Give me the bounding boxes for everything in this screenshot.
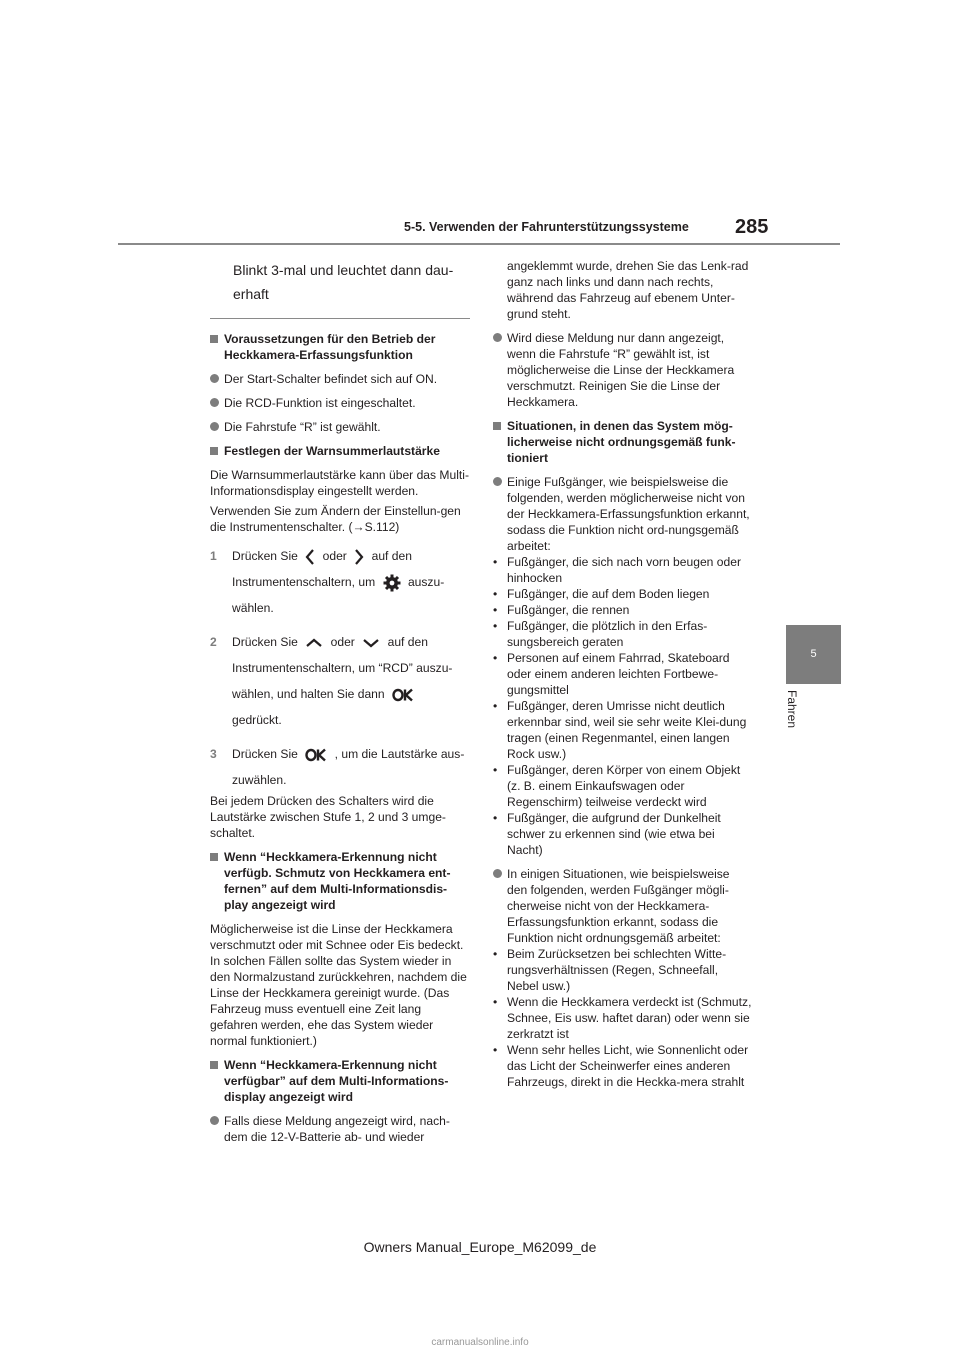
step-1: 1 Drücken Sie oder auf den Instrumentenschaltern, um auszu-wählen. xyxy=(210,549,445,615)
header-rule xyxy=(118,243,840,245)
heading-prerequisites: Voraussetzungen für den Betrieb der Heckkamera-Erfassungsfunktion xyxy=(210,331,470,363)
section-title: 5-5. Verwenden der Fahrunterstützungssysteme xyxy=(404,220,689,234)
paragraph: Bei jedem Drücken des Schalters wird die Lautstärke zwischen Stufe 1, 2 und 3 umge-schaltet. xyxy=(210,794,446,840)
list-item: Die Fahrstufe “R” ist gewählt. xyxy=(210,419,470,435)
heading-camera-dirty: Wenn “Heckkamera-Erkennung nicht verfügb. Schmutz von Heckkamera ent-fernen” auf dem Multi-Informationsdis-play angezeigt wird xyxy=(210,849,470,913)
list-item: In einigen Situationen, wie beispielsweise den folgenden, werden Fußgänger mögli-cherweise nicht von der Heckkamera-Erfassungsfunktion erkannt, sodass die Funktion nicht ordnungsgemäß arbeitet: xyxy=(493,866,753,946)
blink-note: Blinkt 3-mal und leuchtet dann dau-erhaft xyxy=(233,262,454,302)
list-item: • Fußgänger, die aufgrund der Dunkelheit schwer zu erkennen sind (wie etwa bei Nacht) xyxy=(493,811,721,857)
chevron-up-icon xyxy=(305,638,323,648)
list-item: • Personen auf einem Fahrrad, Skateboard oder einem anderen leichten Fortbewe-gungsmittel xyxy=(493,651,730,697)
list-item: Der Start-Schalter befindet sich auf ON. xyxy=(210,371,470,387)
list-item: Einige Fußgänger, wie beispielsweise die folgenden, werden möglicherweise nicht von der Heckkamera-Erfassungsfunktion erkannt, sodass die Funktion nicht ord-nungsgemäß arbeitet: xyxy=(493,474,753,554)
list-item: • Fußgänger, die plötzlich in den Erfas-sungsbereich geraten xyxy=(493,619,708,649)
separator xyxy=(210,318,470,319)
chapter-tab-label: Fahren xyxy=(785,690,799,729)
situation-list xyxy=(493,946,753,1090)
list-item: • Fußgänger, deren Umrisse nicht deutlich erkennbar sind, weil sie sehr weite Klei-dung tragen (einen Regenmantel, einen langen Rock usw.) xyxy=(493,699,747,761)
left-column xyxy=(210,258,470,1153)
chevron-left-icon xyxy=(305,548,315,566)
list-item: • Fußgänger, die auf dem Boden liegen xyxy=(493,587,710,601)
list-item: Falls diese Meldung angezeigt wird, nach-dem die 12-V-Batterie ab- und wieder xyxy=(210,1113,470,1145)
ok-icon xyxy=(392,688,414,702)
chapter-tab-number: 5 xyxy=(810,648,817,660)
watermark: carmanualsonline.info xyxy=(431,1337,529,1348)
heading-volume: Festlegen der Warnsummerlautstärke xyxy=(210,443,470,459)
chevron-down-icon xyxy=(362,638,380,648)
paragraph: Die Warnsummerlautstärke kann über das Multi-Informationsdisplay eingestellt werden. xyxy=(210,468,469,498)
paragraph: Verwenden Sie zum Ändern der Einstellun-gen die Instrumentenschalter. (→S.112) xyxy=(210,504,461,534)
list-item: • Fußgänger, deren Körper von einem Objekt (z. B. einem Einkaufswagen oder Regenschirm) teilweise verdeckt wird xyxy=(493,763,741,809)
heading-camera-unavailable: Wenn “Heckkamera-Erkennung nicht verfügbar” auf dem Multi-Informations-display angezeigt wird xyxy=(210,1057,470,1105)
step-2: 2 Drücken Sie oder auf den Instrumentenschaltern, um “RCD” auszu-wählen, und halten Sie dann gedrückt. xyxy=(210,635,453,727)
list-item: • Wenn die Heckkamera verdeckt ist (Schmutz, Schnee, Eis usw. haftet daran) oder wenn sie zerkratzt ist xyxy=(493,995,752,1041)
list-item: • Wenn sehr helles Licht, wie Sonnenlicht oder das Licht der Scheinwerfer eines anderen Fahrzeugs, direkt in die Heckka-mera strahlt xyxy=(493,1043,749,1089)
step-3: 3 Drücken Sie , um die Lautstärke aus-zuwählen. xyxy=(210,747,465,787)
list-item: • Fußgänger, die sich nach vorn beugen oder hinhocken xyxy=(493,555,741,585)
list-item: Die RCD-Funktion ist eingeschaltet. xyxy=(210,395,470,411)
list-item: • Beim Zurücksetzen bei schlechten Witte-rungsverhältnissen (Regen, Schneefall, Nebel usw.) xyxy=(493,947,727,993)
paragraph: Möglicherweise ist die Linse der Heckkamera verschmutzt oder mit Schnee oder Eis bedeckt. In solchen Fällen sollte das System wieder in den Normalzustand zurückkehren, nachdem die Linse der Heckkamera gereinigt wurde. (Das Fahrzeug muss eventuell eine Zeit lang gefahren werden, ehe das System wieder normal funktioniert.) xyxy=(210,922,467,1048)
chevron-right-icon xyxy=(354,548,364,566)
paragraph: angeklemmt wurde, drehen Sie das Lenk-rad ganz nach links und dann nach rechts, während das Fahrzeug auf ebenem Unter-grund steht. xyxy=(507,259,749,321)
footer: Owners Manual_Europe_M62099_de xyxy=(363,1239,597,1255)
page-number: 285 xyxy=(735,216,769,238)
gear-icon xyxy=(383,574,401,592)
heading-limitations: Situationen, in denen das System mög-licherweise nicht ordnungsgemäß funk-tioniert xyxy=(493,418,753,466)
right-column xyxy=(493,258,753,1098)
ok-icon xyxy=(305,748,327,762)
list-item: • Fußgänger, die rennen xyxy=(493,603,630,617)
pedestrian-list xyxy=(493,554,753,858)
list-item: Wird diese Meldung nur dann angezeigt, wenn die Fahrstufe “R” gewählt ist, ist möglicherweise die Linse der Heckkamera verschmutzt. Reinigen Sie die Linse der Heckkamera. xyxy=(493,330,753,410)
